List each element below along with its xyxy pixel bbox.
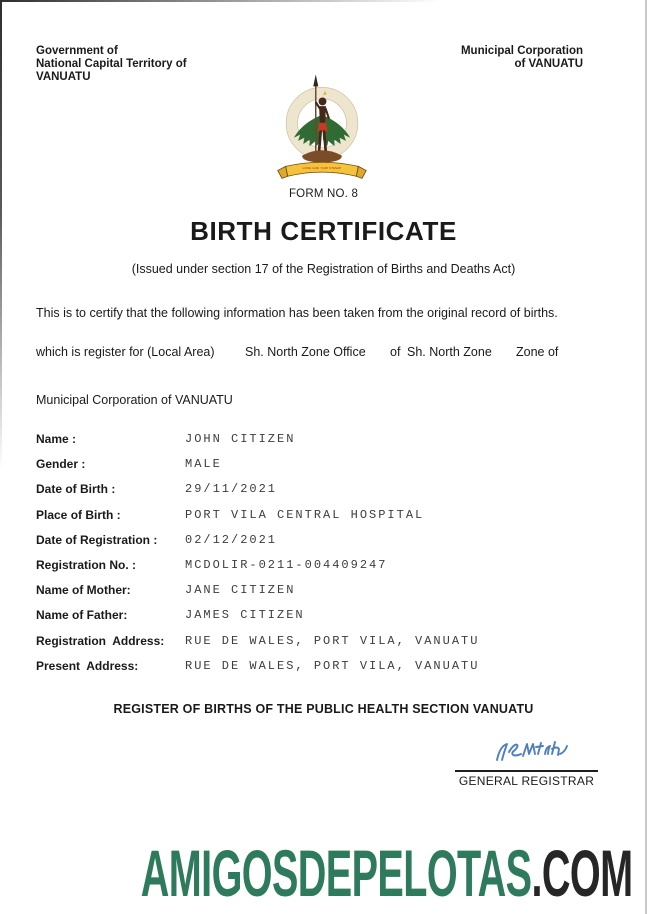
field-label: Name of Mother: [36, 583, 131, 598]
authority-line: Municipal Corporation [460, 45, 583, 57]
emblem-motto: LONG GOD YUMI STANAP [302, 166, 342, 170]
field-value: JANE CITIZEN [185, 583, 296, 598]
field-row [36, 583, 616, 608]
field-label: Place of Birth : [36, 507, 121, 522]
register-heading: REGISTER OF BIRTHS OF THE PUBLIC HEALTH SECTION VANUATU [113, 702, 534, 716]
field-label: Registration No. : [36, 557, 137, 572]
field-value: MALE [185, 457, 222, 472]
authority-line: of VANUATU [514, 57, 583, 70]
field-value: 02/12/2021 [185, 532, 278, 547]
field-label: Registration Address: [36, 633, 165, 648]
field-row [36, 508, 616, 533]
authority-line: VANUATU [36, 70, 91, 83]
field-value: RUE DE WALES, PORT VILA, VANUATU [185, 633, 480, 648]
watermark-suffix: .COM [531, 836, 632, 910]
issuing-authority-right [461, 45, 583, 71]
authority-line: National Capital Territory of [36, 57, 187, 70]
watermark-primary: AMIGOSDEPELOTAS [140, 836, 532, 910]
field-row [36, 533, 616, 558]
field-value: JOHN CITIZEN [185, 432, 296, 446]
certify-statement: This is to certify that the following information has been taken from the original record of births. [36, 306, 558, 320]
field-row [36, 558, 616, 583]
field-row [36, 659, 616, 684]
registrar-caption: GENERAL REGISTRAR [458, 774, 595, 788]
register-office-value: Sh. North Zone Office [245, 345, 366, 359]
issuing-authority-left [36, 45, 187, 83]
registrar-signature [493, 738, 571, 768]
field-row [36, 634, 616, 659]
field-row [36, 482, 616, 507]
field-row [36, 432, 616, 457]
field-list [36, 432, 616, 684]
field-value: MCDOLIR-0211-004409247 [185, 557, 388, 572]
field-value: JAMES CITIZEN [185, 608, 305, 623]
watermark [140, 836, 632, 910]
field-label: Date of Birth : [36, 482, 116, 497]
certificate-subtitle: (Issued under section 17 of the Registration of Births and Deaths Act) [131, 262, 516, 276]
field-label: Gender : [36, 457, 86, 472]
scan-edge-top [0, 0, 440, 2]
certificate-title: BIRTH CERTIFICATE [190, 216, 457, 246]
field-row [36, 608, 616, 633]
field-value: 29/11/2021 [185, 482, 278, 497]
field-value: PORT VILA CENTRAL HOSPITAL [185, 507, 425, 522]
field-label: Present Address: [36, 658, 139, 673]
register-of-label: of [390, 345, 401, 359]
register-line-suffix: Zone of [516, 345, 559, 359]
field-label: Name of Father: [36, 608, 128, 623]
register-line-prefix: which is register for (Local Area) [36, 345, 215, 359]
field-label: Date of Registration : [36, 532, 158, 547]
form-number: FORM NO. 8 [288, 188, 359, 200]
register-zone-value: Sh. North Zone [407, 345, 492, 359]
field-label: Name : [36, 432, 77, 446]
authority-line: Government of [36, 45, 118, 57]
field-value: RUE DE WALES, PORT VILA, VANUATU [185, 658, 480, 673]
municipal-line: Municipal Corporation of VANUATU [36, 393, 233, 407]
vanuatu-coat-of-arms-icon [270, 71, 374, 189]
field-row [36, 457, 616, 482]
signature-line [455, 770, 598, 772]
